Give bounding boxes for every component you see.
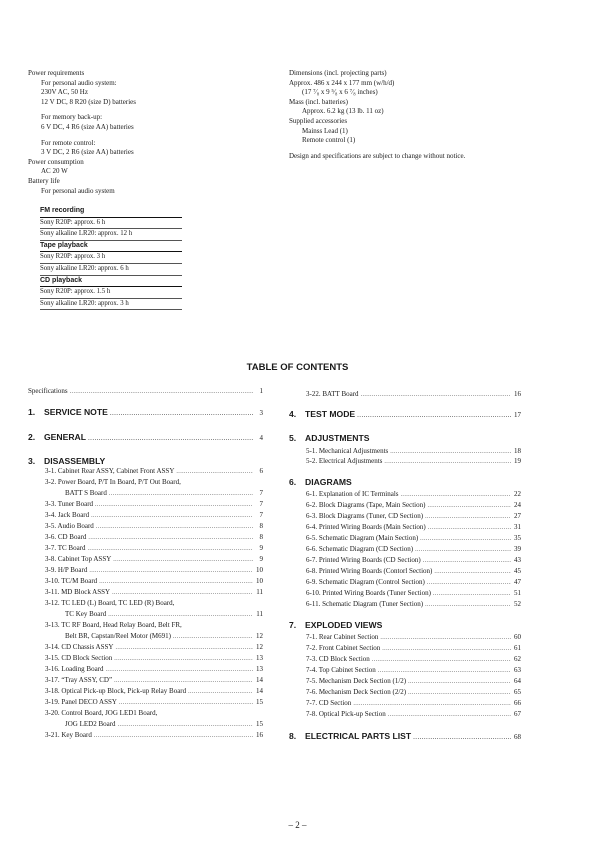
toc-entry[interactable]: JOG LED2 Board ..... 15 (65, 719, 263, 729)
toc-entry[interactable]: 3-22. BATT Board ..... 16 (306, 389, 521, 399)
toc-entry[interactable]: 3-5. Audio Board ..... 8 (45, 521, 263, 531)
spec-line: Mass (incl. batteries) (289, 97, 348, 106)
toc-entry[interactable]: 3-6. CD Board ..... 8 (45, 532, 263, 542)
toc-entry-line[interactable]: 3-20. Control Board, JOG LED1 Board, (45, 709, 158, 717)
toc-entry[interactable]: 3-3. Tuner Board ..... 7 (45, 499, 263, 509)
spec-line: Design and specifications are subject to change without notice. (289, 151, 466, 160)
toc-entry[interactable]: 7-2. Front Cabinet Section ..... 61 (306, 643, 521, 653)
toc-entry[interactable]: 3-17. “Tray ASSY, CD” ..... 14 (45, 675, 263, 685)
toc-entry[interactable]: 6-8. Printed Wiring Boards (Contorl Section) ..... 45 (306, 566, 521, 576)
toc-entry[interactable]: 6-9. Schematic Diagram (Control Section) ..... 47 (306, 577, 521, 587)
toc-entry[interactable]: 3-8. Cabinet Top ASSY ..... 9 (45, 554, 263, 564)
toc-entry[interactable]: 7-5. Mechanism Deck Section (1/2) ..... 64 (306, 676, 521, 686)
spec-line: Power requirements (28, 69, 85, 77)
toc-entry[interactable]: 6-3. Block Diagrams (Tuner, CD Section) ..... 27 (306, 511, 521, 521)
table-row: Sony alkaline LR20: approx. 3 h (40, 299, 182, 311)
spec-line: For memory back-up: (41, 113, 103, 122)
table-row: Sony R20P: approx. 3 h (40, 252, 182, 264)
toc-entry[interactable]: 6-6. Schematic Diagram (CD Section) ..... 39 (306, 544, 521, 554)
toc-entry[interactable]: 3-1. Cabinet Rear ASSY, Cabinet Front ASSY ..... 6 (45, 466, 263, 476)
table-row: Tape playback (40, 241, 182, 253)
toc-entry[interactable]: 3-4. Jack Board ..... 7 (45, 510, 263, 520)
toc-entry-line[interactable]: 3-2. Power Board, P/T In Board, P/T Out Board, (45, 478, 181, 486)
spec-line: Supplied accessories (289, 116, 348, 125)
spec-line: Battery life (28, 176, 60, 185)
table-row: CD playback (40, 276, 182, 288)
toc-entry[interactable]: TC Key Board ..... 11 (65, 609, 263, 619)
table-row: Sony alkaline LR20: approx. 6 h (40, 264, 182, 276)
toc-section-disassembly[interactable]: 3. DISASSEMBLY (28, 456, 106, 466)
toc-entry[interactable]: 3-7. TC Board ..... 9 (45, 543, 263, 553)
toc-title: TABLE OF CONTENTS (246, 362, 349, 373)
toc-section-electrical-parts-list[interactable]: 8. ELECTRICAL PARTS LIST ..... 68 (289, 730, 521, 742)
toc-entry[interactable]: 6-1. Explanation of IC Terminals ..... 22 (306, 489, 521, 499)
toc-entry[interactable]: 3-21. Key Board ..... 16 (45, 730, 263, 740)
toc-section-service-note[interactable]: 1. SERVICE NOTE ..... 3 (28, 406, 263, 418)
spec-line: 3 V DC, 2 R6 (size AA) batteries (41, 148, 134, 157)
spec-line: Approx. 486 x 244 x 177 mm (w/h/d) (289, 78, 395, 87)
toc-entry[interactable]: 3-11. MD Block ASSY ..... 11 (45, 587, 263, 597)
table-row: Sony R20P: approx. 1.5 h (40, 287, 182, 299)
spec-line: Mainss Lead (1) (302, 126, 348, 135)
page-number: – 2 – (288, 820, 307, 830)
toc-entry[interactable]: 7-6. Mechanism Deck Section (2/2) ..... 65 (306, 687, 521, 697)
toc-entry[interactable]: 7-7. CD Section ..... 66 (306, 698, 521, 708)
toc-entry-line[interactable]: 3-12. TC LED (L) Board, TC LED (R) Board, (45, 599, 175, 607)
spec-line: 6 V DC, 4 R6 (size AA) batteries (41, 122, 134, 131)
spec-line: 230V AC, 50 Hz (41, 88, 88, 97)
spec-line: Approx. 6.2 kg (13 lb. 11 oz) (302, 107, 384, 116)
toc-entry[interactable]: 5-2. Electrical Adjustments ..... 19 (306, 456, 521, 466)
toc-entry[interactable]: BATT S Board ..... 7 (65, 488, 263, 498)
spec-line: 12 V DC, 8 R20 (size D) batteries (41, 97, 137, 106)
spec-line: Dimensions (incl. projecting parts) (289, 69, 387, 77)
toc-entry[interactable]: 6-5. Schematic Diagram (Main Section) ..... 35 (306, 533, 521, 543)
toc-entry[interactable]: Specifications ..... 1 (28, 386, 263, 396)
toc-entry[interactable]: 6-2. Block Diagrams (Tape, Main Section) ..... 24 (306, 500, 521, 510)
toc-entry[interactable]: 6-10. Printed Wiring Boards (Tuner Section) ..... 51 (306, 588, 521, 598)
toc-entry[interactable]: 3-9. H/P Board ..... 10 (45, 565, 263, 575)
toc-entry[interactable]: 7-1. Rear Cabinet Section ..... 60 (306, 632, 521, 642)
toc-entry[interactable]: 7-4. Top Cabinet Section ..... 63 (306, 665, 521, 675)
spec-line: Remote control (1) (302, 136, 356, 145)
toc-entry-line[interactable]: 3-13. TC RF Board, Head Relay Board, Belt FR, (45, 621, 182, 629)
spec-line: For personal audio system (41, 186, 115, 195)
toc-entry[interactable]: 3-19. Panel DECO ASSY ..... 15 (45, 697, 263, 707)
specs-left (28, 69, 136, 196)
battery-life-table (40, 206, 182, 310)
toc-entry[interactable]: 5-1. Mechanical Adjustments ..... 18 (306, 446, 521, 456)
toc-section-exploded-views[interactable]: 7. EXPLODED VIEWS (289, 620, 383, 630)
toc-entry[interactable]: 6-4. Printed Wiring Boards (Main Section) ..... 31 (306, 522, 521, 532)
table-row: Sony R20P: approx. 6 h (40, 218, 182, 230)
toc-entry[interactable]: 6-7. Printed Wiring Boards (CD Section) ..... 43 (306, 555, 521, 565)
toc-section-general[interactable]: 2. GENERAL ..... 4 (28, 431, 263, 443)
toc-entry[interactable]: 3-16. Loading Board ..... 13 (45, 664, 263, 674)
toc-section-test-mode[interactable]: 4. TEST MODE ..... 17 (289, 408, 521, 420)
toc-entry[interactable]: 3-15. CD Block Section ..... 13 (45, 653, 263, 663)
toc-entry[interactable]: 3-18. Optical Pick-up Block, Pick-up Relay Board ..... 14 (45, 686, 263, 696)
toc-entry[interactable]: 7-3. CD Block Section ..... 62 (306, 654, 521, 664)
toc-entry[interactable]: 6-11. Schematic Diagram (Tuner Section) ..... 52 (306, 599, 521, 609)
spec-line: For personal audio system: (41, 78, 117, 87)
toc-entry[interactable]: 3-10. TC/M Board ..... 10 (45, 576, 263, 586)
spec-line: For remote control: (41, 138, 96, 147)
toc-entry[interactable]: 3-14. CD Chassis ASSY ..... 12 (45, 642, 263, 652)
toc-section-diagrams[interactable]: 6. DIAGRAMS (289, 477, 352, 487)
specs-right (289, 69, 465, 161)
table-row: Sony alkaline LR20: approx. 12 h (40, 229, 182, 241)
spec-line: Power consumption (28, 157, 84, 166)
toc-entry[interactable]: Belt BR, Capstan/Reel Motor (M691) ..... 12 (65, 631, 263, 641)
toc-section-adjustments[interactable]: 5. ADJUSTMENTS (289, 433, 370, 443)
spec-line: AC 20 W (41, 167, 68, 176)
spec-line: (17 ⁷⁄₈ x 9 ⁵⁄₈ x 6 ⁷⁄₈ inches) (302, 88, 378, 97)
toc-entry[interactable]: 7-8. Optical Pick-up Section ..... 67 (306, 709, 521, 719)
table-row: FM recording (40, 206, 182, 218)
